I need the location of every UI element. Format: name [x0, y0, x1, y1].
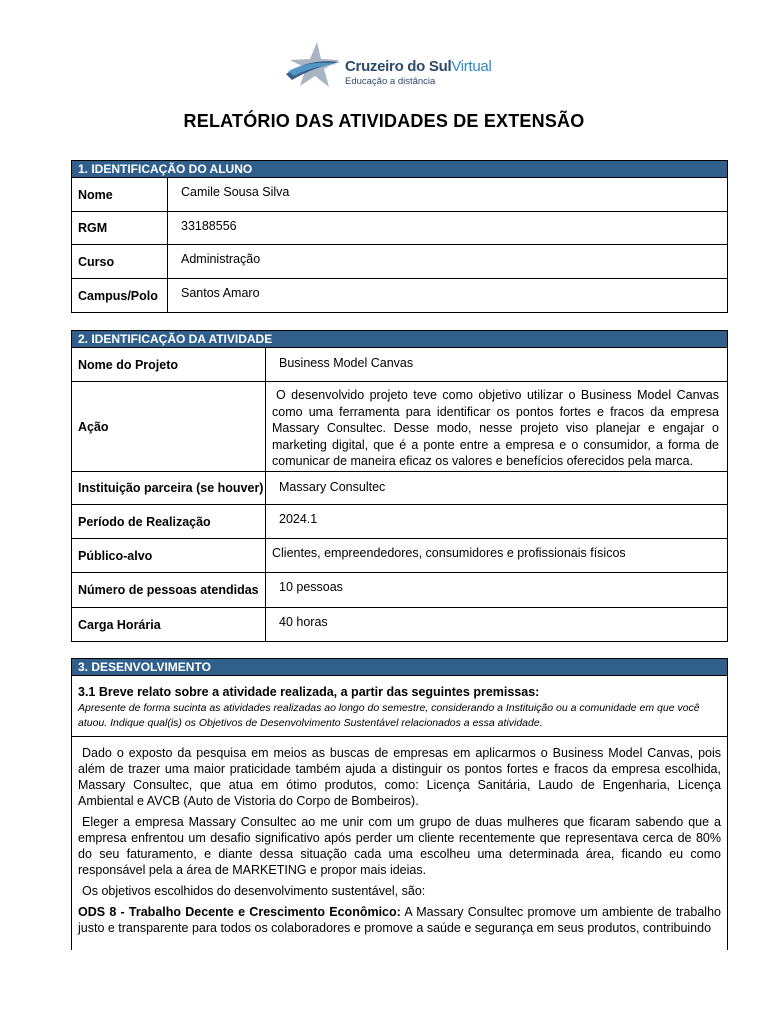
- row-label: Carga Horária: [72, 608, 266, 641]
- row-value: 10 pessoas: [279, 580, 343, 594]
- table-row: [72, 178, 727, 212]
- row-label: Número de pessoas atendidas: [72, 573, 266, 607]
- brand-name: Cruzeiro do SulVirtual: [345, 58, 492, 75]
- section-heading: 3. DESENVOLVIMENTO: [72, 659, 727, 676]
- row-label: Período de Realização: [72, 505, 266, 538]
- report-paragraph: Dado o exposto da pesquisa em meios as buscas de empresas em aplicarmos o Business Model Canvas, pois além de trazer uma maior praticidade também ajuda a distinguir os pontos fortes e fracos da empresa escolhida, Massary Consultec, que atua em ótimo produtos, como: Licença Sanitária, Laudo de Engenharia, Licença Ambiental e AVCB (Auto de Vistoria do Corpo de Bombeiros).: [78, 746, 721, 808]
- row-label: RGM: [72, 212, 168, 244]
- section-development: [71, 658, 728, 950]
- brand-tagline: Educação a distância: [345, 76, 436, 87]
- row-value: Clientes, empreendedores, consumidores e profissionais físicos: [272, 546, 626, 560]
- row-label: Público-alvo: [72, 539, 266, 572]
- row-value: Massary Consultec: [279, 480, 386, 494]
- table-row: [72, 348, 727, 382]
- table-row: [72, 539, 727, 573]
- row-label: Campus/Polo: [72, 279, 168, 312]
- table-row: [72, 472, 727, 505]
- subsection-heading: 3.1 Breve relato sobre a atividade realizada, a partir das seguintes premissas:: [78, 685, 540, 699]
- row-value: O desenvolvido projeto teve como objetivo utilizar o Business Model Canvas como uma ferramenta para identificar os pontos fortes e fracos da empresa Massary Consultec. Desse modo, nesse projeto viso planejar e engajar o marketing digital, que é a ponte entre a empresa e o consumidor, a forma de comunicar de maneira eficaz os valores e benefícios oferecidos pela marca.: [272, 388, 719, 468]
- star-logo-icon: [284, 40, 342, 90]
- table-row: [72, 279, 727, 312]
- table-row: [72, 382, 727, 472]
- section-heading: 1. IDENTIFICAÇÃO DO ALUNO: [72, 161, 727, 178]
- table-row: [72, 608, 727, 641]
- ods-title: ODS 8 - Trabalho Decente e Crescimento Econômico:: [78, 905, 401, 919]
- table-row: [72, 573, 727, 608]
- section-heading: 2. IDENTIFICAÇÃO DA ATIVIDADE: [72, 331, 727, 348]
- table-row: [72, 245, 727, 279]
- ods-text: A Massary Consultec promove um ambiente de trabalho justo e transparente para todos os colaboradores e promove a saúde e segurança em seus produtos, contribuindo: [78, 905, 721, 935]
- report-body: [72, 737, 727, 936]
- row-value: Camile Sousa Silva: [181, 185, 290, 199]
- section-student-identification: [71, 160, 728, 313]
- row-label: Ação: [72, 382, 266, 471]
- row-label: Nome do Projeto: [72, 348, 266, 381]
- row-label: Curso: [72, 245, 168, 278]
- row-value: 2024.1: [279, 512, 318, 526]
- row-value: 33188556: [181, 219, 237, 233]
- row-label: Nome: [72, 178, 168, 211]
- premises-block: [72, 676, 727, 737]
- row-value: Santos Amaro: [181, 286, 260, 300]
- brand-logo: [284, 40, 504, 94]
- row-label: Instituição parceira (se houver): [72, 472, 266, 504]
- row-value: Administração: [181, 252, 261, 266]
- instructions-text: Apresente de forma sucinta as atividades realizadas ao longo do semestre, considerando a Instituição ou a comunidade em que você atuou. Indique qual(is) os Objetivos de Desenvolvimento Sustentável relacionados a essa atividade.: [78, 702, 700, 729]
- report-paragraph: Os objetivos escolhidos do desenvolvimento sustentável, são:: [82, 884, 426, 898]
- table-row: [72, 505, 727, 539]
- section-activity-identification: [71, 330, 728, 642]
- page-title: RELATÓRIO DAS ATIVIDADES DE EXTENSÃO: [183, 111, 585, 131]
- table-row: [72, 212, 727, 245]
- ods-paragraph: [78, 904, 721, 936]
- report-paragraph: Eleger a empresa Massary Consultec ao me unir com um grupo de duas mulheres que ficaram sabendo que a empresa enfrentou um desafio significativo após perder um cliente recentemente que representava cerca de 80% do seu faturamento, e diante dessa situação cada uma escolheu uma determinada área, ficando eu como responsável pela a área de MARKETING e propor mais ideias.: [78, 815, 721, 877]
- row-value: 40 horas: [279, 615, 328, 629]
- row-value: Business Model Canvas: [279, 356, 414, 370]
